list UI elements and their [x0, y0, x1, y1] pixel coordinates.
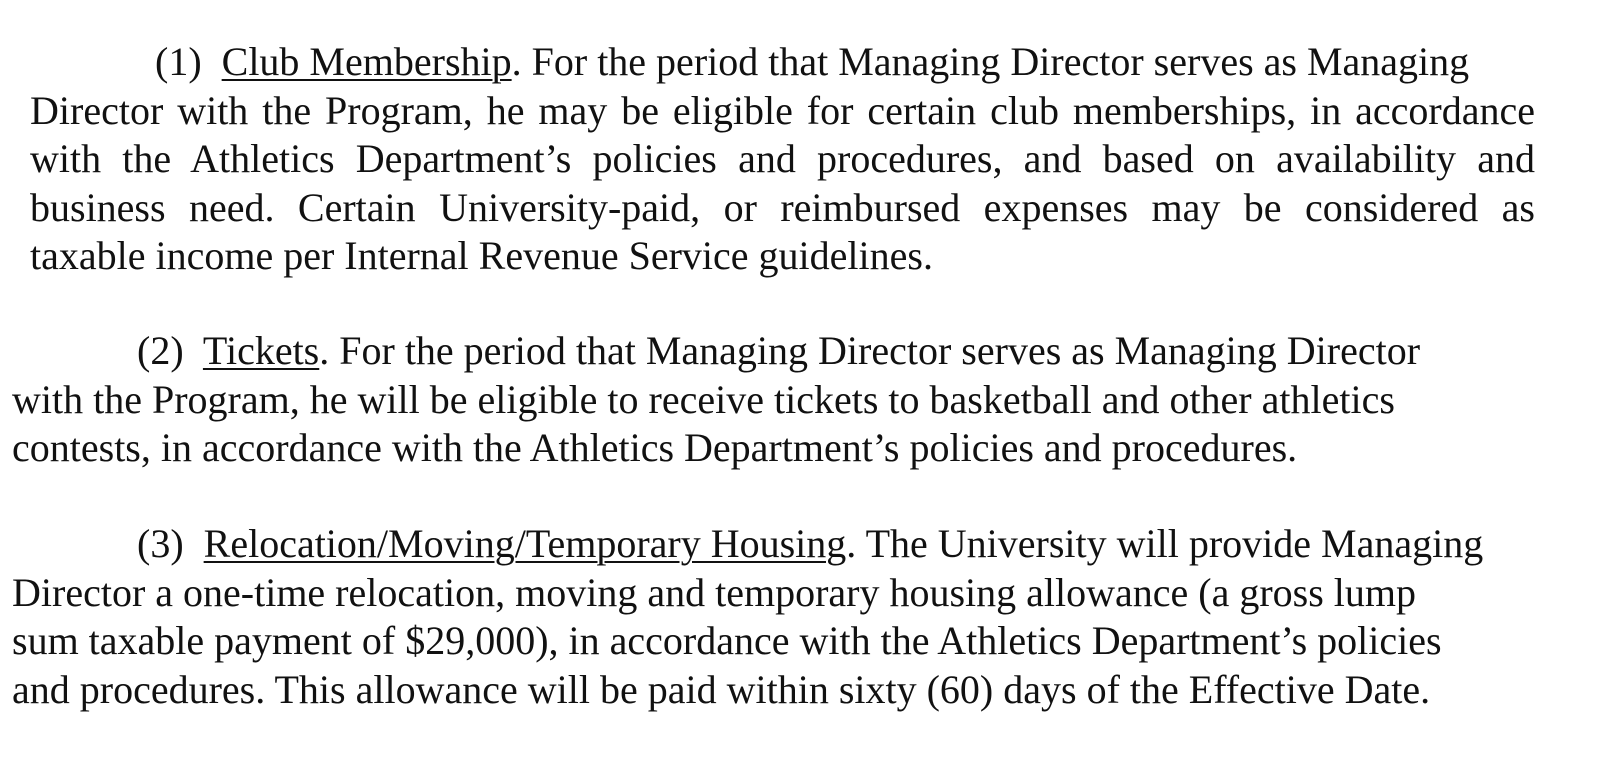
paragraph-club-membership	[30, 38, 1535, 281]
paragraph-number: (3)	[137, 521, 184, 566]
paragraph-number: (1)	[155, 39, 202, 84]
paragraph-first-line	[30, 38, 1535, 87]
paragraph-text: . For the period that Managing Director serves as Managing Director	[319, 328, 1421, 373]
paragraph-number: (2)	[137, 328, 184, 373]
paragraph-text: . The University will provide Managing	[846, 521, 1484, 566]
paragraph-text: and procedures. This allowance will be paid within sixty (60) days of the Effective Date.	[12, 666, 1431, 712]
paragraph-text: with the Athletics Department’s policies and procedures, and based on availability and	[30, 136, 1535, 181]
paragraph-text: Director with the Program, he may be eligible for certain club memberships, in accordance	[30, 87, 1535, 133]
paragraph-relocation	[12, 520, 1542, 714]
paragraph-heading: Club Membership	[221, 39, 512, 84]
paragraph-text: with the Program, he will be eligible to receive tickets to basketball and other athletics	[12, 376, 1395, 422]
paragraph-tickets	[12, 327, 1542, 473]
paragraph-heading: Relocation/Moving/Temporary Housing	[203, 521, 847, 566]
paragraph-text: sum taxable payment of $29,000), in accordance with the Athletics Department’s policies	[12, 618, 1442, 663]
paragraph-text: . For the period that Managing Director serves as Managing	[511, 39, 1470, 84]
paragraph-text: taxable income per Internal Revenue Service guidelines.	[30, 233, 933, 278]
paragraph-first-line	[12, 520, 1542, 569]
paragraph-text: contests, in accordance with the Athletics Department’s policies and procedures.	[12, 425, 1298, 470]
paragraph-first-line	[12, 327, 1542, 376]
paragraph-heading: Tickets	[202, 328, 320, 373]
paragraph-text: Director a one-time relocation, moving and temporary housing allowance (a gross lump	[12, 569, 1417, 615]
paragraph-text: business need. Certain University-paid, or reimbursed expenses may be considered as	[30, 184, 1535, 230]
